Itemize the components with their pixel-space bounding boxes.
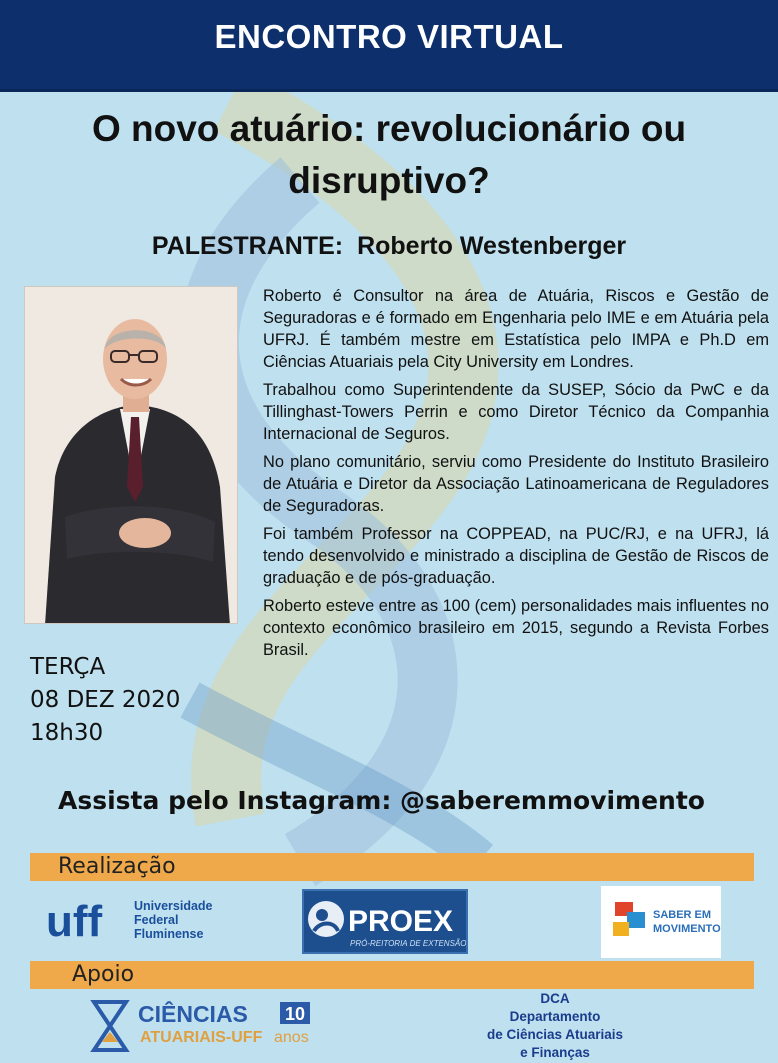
event-title-line2: disruptivo?	[288, 160, 490, 201]
event-date: 08 DEZ 2020	[30, 687, 181, 713]
ciencias-logo-badge: 10	[284, 1004, 306, 1024]
speaker-heading	[0, 232, 778, 261]
dca-line2: de Ciências Atuariais	[486, 1027, 624, 1042]
ciencias-atuariais-logo	[88, 998, 328, 1054]
event-time: 18h30	[30, 720, 104, 746]
dca-line1: Departamento	[509, 1009, 601, 1024]
uff-logo-mark: uff	[46, 897, 103, 944]
dca-line3: e Finanças	[520, 1045, 590, 1060]
speaker-name: Roberto Westenberger	[357, 232, 627, 260]
event-title-line1: O novo atuário: revolucionário ou	[91, 108, 687, 149]
bio-paragraph-4: Foi também Professor na COPPEAD, na PUC/RJ, e na UFRJ, lá tendo desenvolvido e ministrado a disciplina de Gestão de Riscos de graduação e de pós-graduação.	[263, 525, 769, 587]
uff-logo	[46, 896, 231, 944]
speaker-photo	[24, 286, 238, 624]
speaker-label: PALESTRANTE:	[151, 232, 344, 260]
event-datetime	[30, 651, 180, 750]
ciencias-logo-badge-sub: anos	[274, 1029, 309, 1046]
ciencias-logo-line2: ATUARIAIS-UFF	[140, 1029, 263, 1046]
uff-logo-line2: Federal	[134, 913, 179, 927]
bio-paragraph-5: Roberto esteve entre as 100 (cem) personalidades mais influentes no contexto econômico brasileiro em 2015, segundo a Revista Forbes Brasil.	[263, 597, 769, 659]
saber-logo-line2: MOVIMENTO	[653, 923, 721, 935]
uff-logo-line1: Universidade	[134, 899, 213, 913]
proex-logo	[302, 889, 468, 954]
banner-title: ENCONTRO VIRTUAL	[214, 18, 564, 55]
ciencias-logo-line1: CIÊNCIAS	[138, 1001, 248, 1027]
saber-logo-line1: SABER EM	[653, 909, 712, 921]
header-banner	[0, 0, 778, 92]
realizacao-band	[30, 853, 754, 881]
apoio-label: Apoio	[72, 962, 135, 987]
dca-abbr: DCA	[540, 991, 570, 1006]
bio-paragraph-2: Trabalhou como Superintendente da SUSEP, Sócio da PwC e da Tillinghast-Towers Perrin e como Diretor Técnico da Companhia Internacional de Seguros.	[263, 381, 769, 443]
bio-paragraph-1: Roberto é Consultor na área de Atuária, Riscos e Gestão de Seguradoras e é formado em Engenharia pelo IME e em Atuária pela UFRJ. É também mestre em Estatística pelo IMPA e Ph.D em Ciências Atuariais pela City University em Londres.	[263, 287, 769, 371]
saber-em-movimento-logo	[601, 886, 721, 958]
realizacao-label: Realização	[58, 854, 176, 879]
instagram-callout: Assista pelo Instagram: @saberemmovimento	[58, 786, 705, 815]
apoio-band	[30, 961, 754, 989]
uff-logo-line3: Fluminense	[134, 927, 204, 941]
speaker-bio	[263, 285, 769, 667]
proex-logo-subtitle: PRÓ-REITORIA DE EXTENSÃO	[350, 939, 466, 948]
dca-block	[455, 990, 655, 1062]
proex-logo-name: PROEX	[348, 905, 454, 938]
bio-paragraph-3: No plano comunitário, serviu como Presidente do Instituto Brasileiro de Atuária e Diretor da Associação Latinoamericana de Reguladores de Seguradoras.	[263, 453, 769, 515]
event-weekday: TERÇA	[30, 654, 106, 680]
